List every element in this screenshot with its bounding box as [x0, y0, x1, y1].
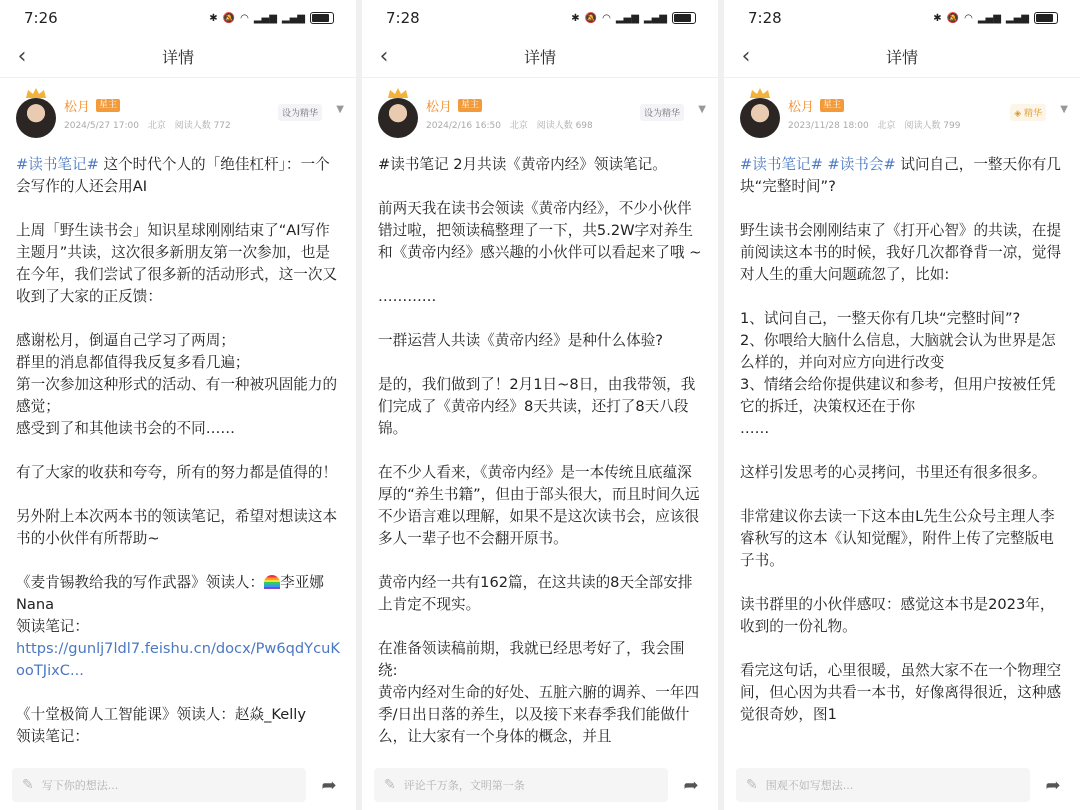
author-name[interactable]: 松月: [426, 100, 453, 115]
avatar[interactable]: [16, 98, 56, 138]
comment-placeholder: 写下你的想法...: [41, 779, 119, 792]
paragraph-text: 李亚娜Nana: [16, 574, 324, 613]
post-paragraph: #读书笔记 2月共读《黄帝内经》领读笔记。: [378, 156, 667, 173]
post-paragraph: 读书群里的小伙伴感叹：感觉这本书是2023年，收到的一份礼物。: [740, 596, 1055, 635]
post-date: 2023/11/28 18:00: [788, 121, 869, 131]
battery-icon: [310, 12, 334, 24]
post-paragraph: 《十堂极简人工智能课》领读人：赵焱_Kelly 领读笔记：: [16, 706, 306, 745]
comment-placeholder: 评论千万条，文明第一条: [403, 779, 525, 792]
status-icons: [209, 12, 334, 24]
post-paragraph: [16, 154, 340, 198]
doc-link[interactable]: https://gunlj7ldl7.feishu.cn/docx/Pw6qdYcuKooTJixC...: [16, 640, 340, 679]
share-icon[interactable]: ➦: [321, 774, 337, 796]
owner-badge: 星主: [96, 99, 120, 112]
comment-input[interactable]: [12, 768, 306, 802]
comment-input[interactable]: [374, 768, 668, 802]
page-title: 详情: [885, 48, 918, 67]
comment-placeholder: 围观不如写想法...: [765, 779, 854, 792]
status-time: 7:26: [24, 9, 58, 27]
avatar[interactable]: [378, 98, 418, 138]
bluetooth-icon: ✱: [933, 12, 942, 24]
post-content: [724, 154, 1080, 754]
bluetooth-icon: ✱: [209, 12, 218, 24]
pencil-icon: ✎: [22, 777, 34, 793]
name-row: [788, 96, 966, 115]
paragraph-text: 这个时代个人的「绝佳杠杆」：一个会写作的人还会用AI: [16, 156, 330, 195]
featured-label: 精华: [1023, 109, 1042, 119]
post-paragraph: 非常建议你去读一下这本由L先生公众号主理人李睿秋写的这本《认知觉醒》，附件上传了完整版电子书。: [740, 508, 1055, 569]
post-paragraph: 这样引发思考的心灵拷问，书里还有很多很多。: [740, 464, 1047, 481]
back-icon[interactable]: ‹: [379, 44, 389, 69]
comment-bar: [362, 760, 718, 810]
status-time: 7:28: [748, 9, 782, 27]
author-meta: [426, 98, 599, 131]
status-bar: [0, 0, 356, 36]
post-paragraph: 另外附上本次两本书的领读笔记，希望对想读这本书的小伙伴有所帮助~: [16, 508, 338, 547]
mute-icon: 🔕: [584, 12, 598, 24]
signal-2-icon: ▂▄▆: [281, 12, 305, 24]
post-paragraph: 黄帝内经一共有162篇，在这共读的8天全部安排上肯定不现实。: [378, 574, 693, 613]
pencil-icon: ✎: [384, 777, 396, 793]
crown-icon: [24, 87, 48, 99]
post-paragraph: 1、试问自己，一整天你有几块“完整时间”? 2、你喂给大脑什么信息，大脑就会认为世界是怎么样的，并向对应方向进行改变 3、情绪会给你提供建议和参考，但用户按被任凭它的拆迁，决策权还在于你 ……: [740, 310, 1056, 437]
signal-icon: ▂▄▆: [615, 12, 639, 24]
post-location: 北京: [877, 121, 896, 131]
post-date: 2024/2/16 16:50: [426, 121, 501, 131]
post-paragraph: 感谢松月，倒逼自己学习了两周； 群里的消息都值得我反复多看几遍； 第一次参加这种形式的活动、有一种被巩固能力的感觉； 感受到了和其他读书会的不同……: [16, 332, 338, 437]
nav-bar: [362, 36, 718, 78]
crown-icon: [386, 87, 410, 99]
post-paragraph: 看完这句话，心里很暖，虽然大家不在一个物理空间，但心因为共看一本书，好像离得很近，这种感觉很奇妙，图1: [740, 662, 1062, 723]
status-icons: [571, 12, 696, 24]
paragraph-text: 试问自己，一整天你有几块“完整时间”?: [740, 156, 1061, 195]
chevron-down-icon[interactable]: ▼: [336, 104, 344, 115]
post-paragraph: [16, 572, 340, 682]
signal-icon: ▂▄▆: [977, 12, 1001, 24]
page-title: 详情: [161, 48, 194, 67]
name-row: [64, 96, 237, 115]
name-row: [426, 96, 599, 115]
comment-bar: [0, 760, 356, 810]
author-meta: [64, 98, 237, 131]
comment-bar: [724, 760, 1080, 810]
post-paragraph: 有了大家的收获和夸夸，所有的努力都是值得的！: [16, 464, 338, 481]
author-name[interactable]: 松月: [64, 100, 91, 115]
mute-icon: 🔕: [222, 12, 236, 24]
phone-screen-1: [0, 0, 356, 810]
back-icon[interactable]: ‹: [741, 44, 751, 69]
rainbow-emoji-icon: [264, 575, 280, 589]
phone-screen-2: [362, 0, 718, 810]
paragraph-text: 《麦肯锡教给我的写作武器》领读人：: [16, 574, 265, 591]
post-date: 2024/5/27 17:00: [64, 121, 139, 131]
comment-input[interactable]: [736, 768, 1030, 802]
signal-2-icon: ▂▄▆: [1005, 12, 1029, 24]
wifi-icon: ◠: [240, 12, 249, 24]
share-icon[interactable]: ➦: [1045, 774, 1061, 796]
mute-icon: 🔕: [946, 12, 960, 24]
featured-badge[interactable]: [1010, 104, 1046, 121]
author-meta: [788, 98, 966, 131]
gem-icon: ◈: [1014, 109, 1022, 119]
post-paragraph: 是的，我们做到了！2月1日~8日，由我带领，我们完成了《黄帝内经》8天共读，还打了8天八段锦。: [378, 376, 696, 437]
post-content: [0, 154, 356, 754]
author-name[interactable]: 松月: [788, 100, 815, 115]
post-paragraph: …………: [378, 288, 437, 305]
wifi-icon: ◠: [602, 12, 611, 24]
post-paragraph: [740, 154, 1064, 198]
wifi-icon: ◠: [964, 12, 973, 24]
back-icon[interactable]: ‹: [17, 44, 27, 69]
post-paragraph: 在不少人看来，《黄帝内经》是一本传统且底蕴深厚的“养生书籍”，但由于部头很大，而且时间久远不少语言难以理解，如果不是这次读书会，应该很多人一辈子也不会翻开原书。: [378, 464, 700, 547]
post-meta: [426, 118, 599, 131]
read-count: 阅读人数 772: [174, 121, 231, 131]
chevron-down-icon[interactable]: ▼: [698, 104, 706, 115]
post-paragraph: 在准备领读稿前期，我就已经思考好了，我会围绕: 黄帝内经对生命的好处、五脏六腑的调养、一年四季/日出日落的养生，以及接下来春季我们能做什么，让大家有一个身体的概念，并且: [378, 640, 700, 745]
bluetooth-icon: ✱: [571, 12, 580, 24]
post-header: [724, 78, 1080, 154]
chevron-down-icon[interactable]: ▼: [1060, 104, 1068, 115]
post-header: [0, 78, 356, 154]
post-content: [362, 154, 718, 754]
owner-badge: 星主: [820, 99, 844, 112]
post-meta: [788, 118, 966, 131]
status-bar: [724, 0, 1080, 36]
post-location: 北京: [509, 121, 528, 131]
nav-bar: [0, 36, 356, 78]
post-paragraph: 上周「野生读书会」知识星球刚刚结束了“AI写作主题月”共读，这次很多新朋友第一次参加，也是在今年，我们尝试了很多新的活动形式，这一次又收到了大家的正反馈：: [16, 222, 338, 305]
paragraph-text: 领读笔记：: [16, 618, 89, 635]
set-featured-button[interactable]: 设为精华: [640, 104, 684, 121]
owner-badge: 星主: [458, 99, 482, 112]
pencil-icon: ✎: [746, 777, 758, 793]
status-bar: [362, 0, 718, 36]
post-meta: [64, 118, 237, 131]
crown-icon: [748, 87, 772, 99]
signal-2-icon: ▂▄▆: [643, 12, 667, 24]
avatar[interactable]: [740, 98, 780, 138]
read-count: 阅读人数 799: [904, 121, 961, 131]
nav-bar: [724, 36, 1080, 78]
post-paragraph: 一群运营人共读《黄帝内经》是种什么体验?: [378, 332, 664, 349]
page-title: 详情: [523, 48, 556, 67]
set-featured-button[interactable]: 设为精华: [278, 104, 322, 121]
hashtag-link[interactable]: #读书笔记# #读书会#: [740, 156, 896, 173]
hashtag-link[interactable]: #读书笔记#: [16, 156, 99, 173]
signal-icon: ▂▄▆: [253, 12, 277, 24]
post-header: [362, 78, 718, 154]
battery-icon: [672, 12, 696, 24]
status-time: 7:28: [386, 9, 420, 27]
status-icons: [933, 12, 1058, 24]
post-location: 北京: [147, 121, 166, 131]
post-paragraph: 野生读书会刚刚结束了《打开心智》的共读，在提前阅读这本书的时候，我好几次都脊背一凉，觉得对人生的重大问题疏忽了，比如:: [740, 222, 1062, 283]
read-count: 阅读人数 698: [536, 121, 593, 131]
phone-screen-3: [724, 0, 1080, 810]
post-paragraph: 前两天我在读书会领读《黄帝内经》，不少小伙伴错过啦，把领读稿整理了一下，共5.2W字对养生和《黄帝内经》感兴趣的小伙伴可以看起来了哦 ~: [378, 200, 702, 261]
share-icon[interactable]: ➦: [683, 774, 699, 796]
battery-icon: [1034, 12, 1058, 24]
